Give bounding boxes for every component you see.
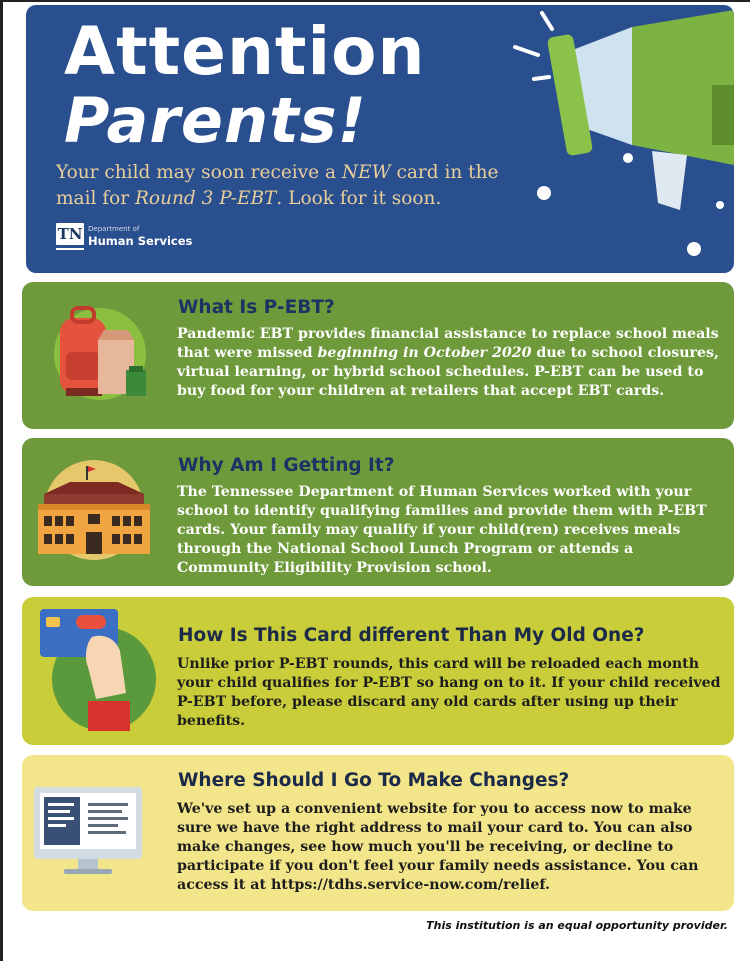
header-banner [26, 5, 734, 273]
section-why-getting-it [22, 438, 734, 586]
tn-dhs-logo [56, 223, 192, 261]
school-building-icon [30, 446, 156, 566]
tn-dept-small: Department of [88, 225, 140, 233]
section-card-different [22, 597, 734, 745]
section-title-how: How Is This Card different Than My Old One? [178, 625, 645, 646]
section-title-why: Why Am I Getting It? [178, 455, 395, 476]
hand-card-icon [32, 603, 162, 737]
section-body-where: We've set up a convenient website for you to access now to make sure we have the right address to mail your card to. You can also make changes, see how much you'll be receiving, or decline to participate if you don't feel your family needs assistance. You can access it at https://tdhs.service-now.com/relief. [177, 801, 699, 893]
backpack-lunch-icon [46, 296, 158, 406]
section-body-how: Unlike prior P-EBT rounds, this card will be reloaded each month your child qualifies for P-EBT so hang on to it. If your child received P-EBT before, please discard any old cards after using up their benefits. [177, 656, 721, 729]
section-body-why: The Tennessee Department of Human Services worked with your school to identify qualifying families and provide them with P-EBT cards. Your family may qualify if your child(ren) receives meals through the National School Lunch Program or attends a Community Eligibility Provision school. [177, 484, 707, 576]
tn-logo-box: TN [57, 225, 83, 243]
section-make-changes [22, 755, 734, 911]
title-line1: Attention [64, 13, 426, 90]
equal-opportunity-statement: This institution is an equal opportunity provider. [426, 919, 728, 932]
section-title-where: Where Should I Go To Make Changes? [178, 770, 570, 791]
section-body-what: Pandemic EBT provides financial assistance to replace school meals that were missed beginning in October 2020 due to school closures, virtual learning, or hybrid school schedules. P-EBT can be used to buy food for your children at retailers that accept EBT cards. [177, 326, 719, 399]
section-what-is-pebt [22, 282, 734, 429]
megaphone-icon [482, 5, 734, 273]
title-line2: Parents! [64, 84, 367, 157]
tn-dept-name: Human Services [88, 234, 193, 248]
section-title-what: What Is P-EBT? [178, 297, 335, 318]
subtitle: Your child may soon receive a NEW card in the mail for Round 3 P-EBT. Look for it soon. [56, 162, 499, 209]
computer-monitor-icon [32, 783, 144, 877]
